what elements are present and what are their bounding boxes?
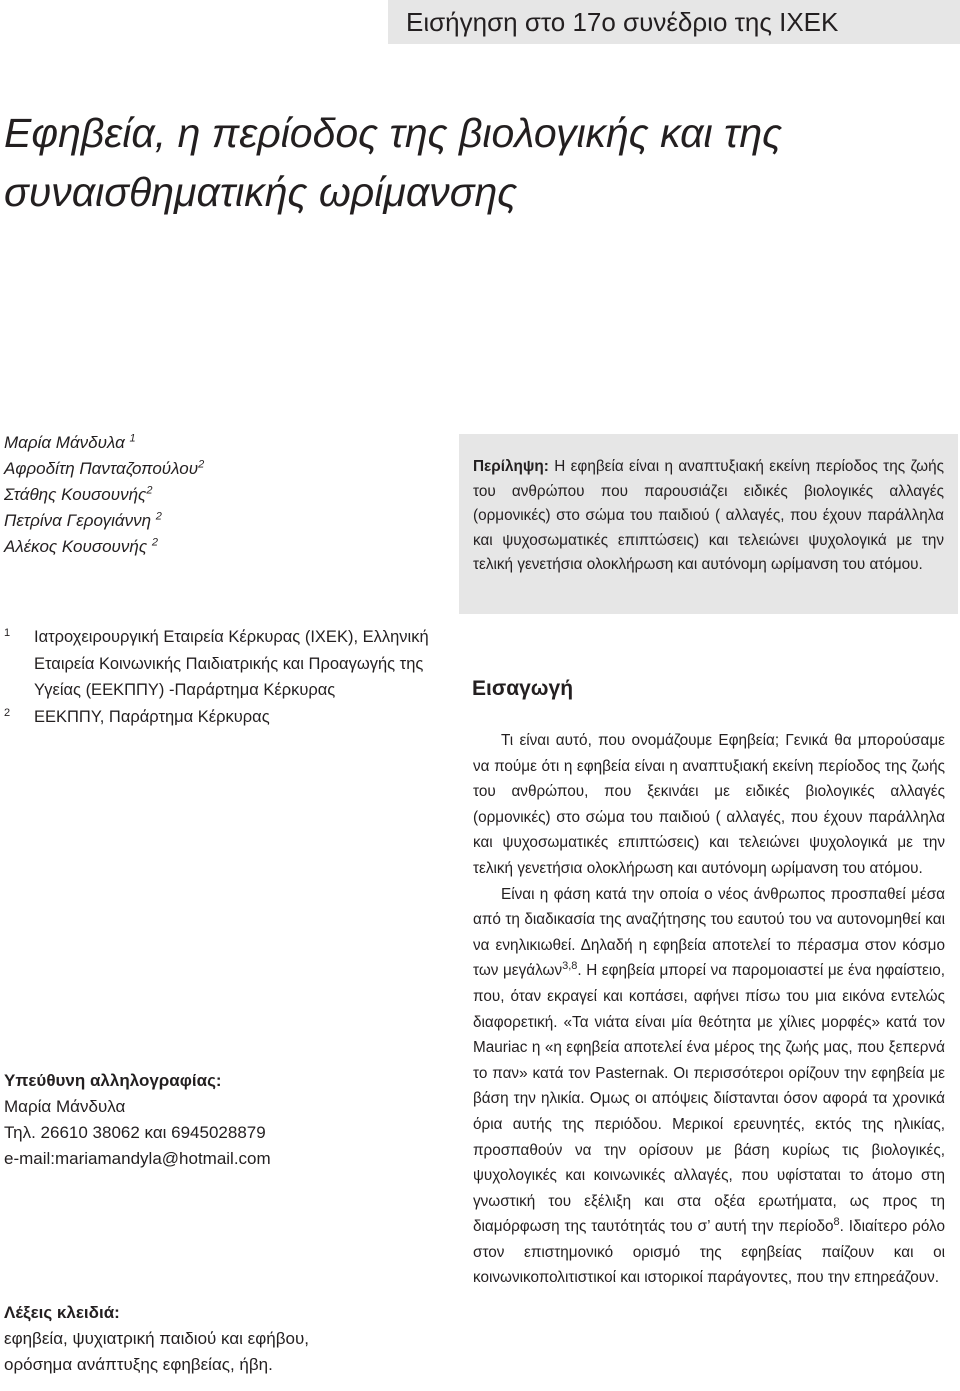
- abstract-label: Περίληψη:: [473, 458, 549, 475]
- affiliations: [4, 624, 434, 730]
- affiliation-number: 2: [4, 706, 11, 719]
- author: Μαρία Μάνδυλα $^1$: [4, 432, 136, 452]
- conference-label: Εισήγηση στο 17ο συνέδριο της ΙΧΕΚ: [406, 7, 839, 37]
- keywords-line: εφηβεία, ψυχιατρική παιδιού και εφήβου,: [4, 1329, 309, 1348]
- affiliation-text: Ιατροχειρουργική Εταιρεία Κέρκυρας (ΙΧΕΚ), Ελληνική Εταιρεία Κοινωνικής Παιδιατρικής και Προαγωγής της Υγείας (ΕΕΚΠΠΥ) -Παράρτημα Κέρκυρας: [34, 628, 429, 699]
- abstract-box: [459, 434, 958, 614]
- paragraph: Είναι η φάση κατά την οποία ο νέος άνθρωπος προσπαθεί μέσα από τη διαδικασία της αναζήτησης του εαυτού του να αυτονομηθεί και να ενηλικιωθεί. Δηλαδή η εφηβεία αποτελεί το πέρασμα στον κόσμο των μεγάλων$^{3,8}$. Η εφηβεία μπορεί να παρομοιαστεί με ένα ηφαίστειο, που, όταν εκραγεί και κοπάσει, αφήνει πίσω του μια εικόνα εντελώς διαφορετική. «Τα νιάτα είναι μία θεότητα με χίλιες μορφές» κατά τον Mauriac η «η εφηβεία αποτελεί ένα μέρος της ζωής μας, που ξεπερνά το παν» κατά τον Pasternak. Οι περισσότεροι ορίζουν την εφηβεία με βάση την ηλικία. Ομως οι απόψεις διίστανται όσον αφορά τα χρονικά όρια αυτής της περιόδου. Μερικοί ερευνητές, εκτός της ηλικίας, προσπαθούν να την ορίσουν με βάση κυρίως τις βιολογικές, ψυχολογικές και κοινωνικές αλλαγές, που υφίσταται το άτομο στη γνωστική του εξέλιξη και στα οξέα ερωτήματα, ως προς τη διαμόρφωση της ταυτότητάς του σ’ αυτή την περίοδο$^8$. Ιδιαίτερο ρόλο στον επιστημονικό ορισμό της εφηβείας παίζουν και οι κοινωνικοπολιτιστικοί και ιστορικοί παράγοντες, που την επηρεάζουν.: [473, 885, 945, 1287]
- author: Πετρίνα Γερογιάννη $^2$: [4, 510, 162, 530]
- correspondence-name: Μαρία Μάνδυλα: [4, 1097, 126, 1116]
- author: Αφροδίτη Πανταζοπούλου$^2$: [4, 458, 205, 478]
- affiliation-item: [4, 704, 434, 731]
- author-list: [4, 430, 434, 560]
- correspondence-block: [4, 1068, 434, 1172]
- citation: 3,8: [562, 960, 578, 973]
- correspondence-label: Υπεύθυνη αλληλογραφίας:: [4, 1071, 222, 1090]
- correspondence-email: e-mail:mariamandyla@hotmail.com: [4, 1149, 271, 1168]
- affiliation-number: 1: [4, 627, 11, 639]
- keywords-block: [4, 1300, 444, 1378]
- affiliation-item: [4, 624, 434, 704]
- author: Στάθης Κουσουνής$^2$: [4, 484, 153, 504]
- article-title: Εφηβεία, η περίοδος της βιολογικής και της συναισθηματικής ωρίμανσης: [4, 110, 783, 215]
- correspondence-phone: Τηλ. 26610 38062 και 6945028879: [4, 1123, 266, 1142]
- author: Αλέκος Κουσουνής $^2$: [4, 536, 158, 556]
- citation: 8: [833, 1216, 840, 1229]
- abstract-text: Η εφηβεία είναι η αναπτυξιακή εκείνη περίοδος της ζωής του ανθρώπου που παρουσιάζει ειδικές βιολογικές αλλαγές (ορμονικές) στο σώμα του παιδιού ( αλλαγές, που έχουν παράλληλα και ψυχοσωματικές επιπτώσεις) και τελειώνει ψυχολογικά με την τελική γενετήσια ολοκλήρωση και αυτόνομη ωρίμανση του ατόμου.: [473, 458, 945, 573]
- conference-header: [388, 0, 960, 44]
- section-heading-introduction: Εισαγωγή: [472, 677, 574, 700]
- paragraph: Τι είναι αυτό, που ονομάζουμε Εφηβεία; Γενικά θα μπορούσαμε να πούμε ότι η εφηβεία είναι η αναπτυξιακή εκείνη περίοδος της ζωής του ανθρώπου, που ξεκινάει με ειδικές βιολογικές αλλαγές (ορμονικές) στο σώμα του παιδιού ( αλλαγές, που έχουν παράλληλα και ψυχοσωματικές επιπτώσεις) και τελειώνει ψυχολογικά με την τελική γενετήσια ολοκλήρωση και αυτόνομη ωρίμανση του ατόμου.: [473, 732, 945, 877]
- keywords-line: ορόσημα ανάπτυξης εφηβείας, ήβη.: [4, 1355, 273, 1374]
- introduction-body: [473, 728, 945, 1291]
- affiliation-text: ΕΕΚΠΠΥ, Παράρτημα Κέρκυρας: [34, 707, 270, 726]
- keywords-label: Λέξεις κλειδιά:: [4, 1303, 120, 1322]
